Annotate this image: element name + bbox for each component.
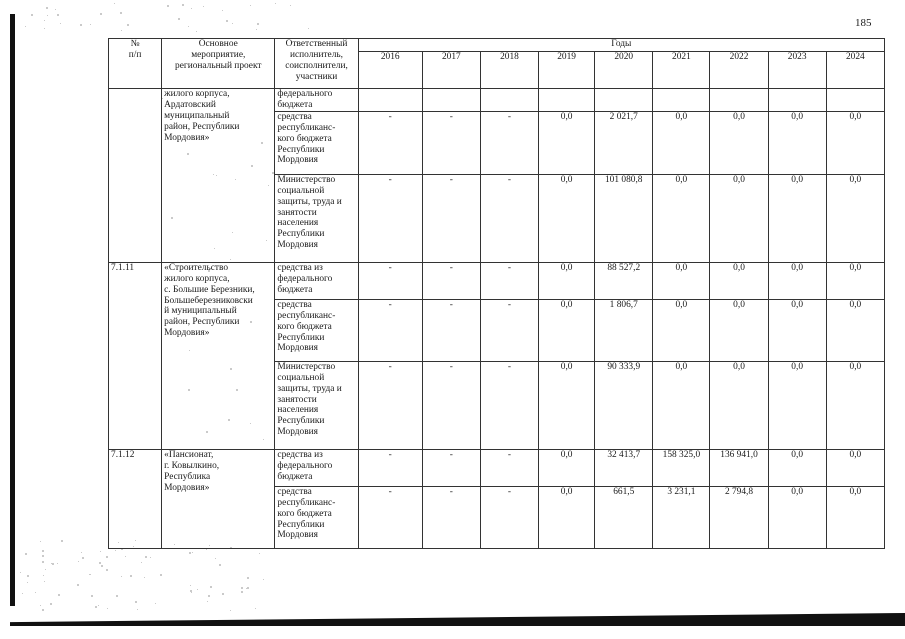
header-year: 2021 bbox=[653, 52, 710, 89]
scan-speck bbox=[80, 24, 82, 26]
scan-edge-bottom bbox=[10, 613, 905, 626]
year-value-cell: 0,0 bbox=[768, 449, 826, 486]
year-value-cell: - bbox=[422, 111, 480, 174]
year-value-cell: - bbox=[422, 449, 480, 486]
scan-speck bbox=[222, 593, 224, 595]
year-value-cell: - bbox=[422, 299, 480, 361]
year-value-cell: 0,0 bbox=[653, 361, 710, 449]
executor-cell: Министерство социальной защиты, труда и занятости населения Республики Мордовия bbox=[275, 174, 358, 262]
scan-speck bbox=[160, 574, 162, 576]
scan-speck bbox=[45, 569, 46, 570]
scan-speck bbox=[188, 26, 189, 27]
scan-speck bbox=[150, 557, 151, 558]
scan-speck bbox=[191, 592, 192, 593]
year-value-cell: 0,0 bbox=[768, 361, 826, 449]
header-year: 2020 bbox=[595, 52, 653, 89]
header-year: 2024 bbox=[826, 52, 884, 89]
scan-speck bbox=[107, 608, 108, 609]
scan-speck bbox=[215, 558, 216, 559]
scan-speck bbox=[189, 552, 191, 554]
scan-speck bbox=[77, 584, 79, 586]
scan-speck bbox=[50, 603, 52, 605]
scan-speck bbox=[121, 30, 122, 31]
scan-speck bbox=[144, 577, 145, 578]
scan-speck bbox=[57, 563, 58, 564]
year-value-cell: - bbox=[422, 174, 480, 262]
scan-speck bbox=[120, 12, 122, 14]
scan-speck bbox=[263, 579, 264, 580]
year-value-cell: 0,0 bbox=[653, 111, 710, 174]
year-value-cell bbox=[653, 89, 710, 112]
year-value-cell: 32 413,7 bbox=[595, 449, 653, 486]
budget-table bbox=[108, 38, 885, 549]
year-value-cell: 0,0 bbox=[653, 174, 710, 262]
scan-speck bbox=[44, 28, 45, 29]
scan-speck bbox=[40, 541, 41, 542]
scan-speck bbox=[190, 590, 192, 592]
year-value-cell: - bbox=[480, 486, 538, 548]
year-value-cell: 0,0 bbox=[710, 174, 768, 262]
scan-speck bbox=[42, 609, 44, 611]
scan-speck bbox=[257, 23, 259, 25]
year-value-cell bbox=[480, 89, 538, 112]
scan-speck bbox=[100, 551, 101, 552]
scan-speck bbox=[182, 4, 184, 6]
year-value-cell: 3 231,1 bbox=[653, 486, 710, 548]
year-value-cell bbox=[422, 89, 480, 112]
year-value-cell: 0,0 bbox=[539, 174, 595, 262]
year-value-cell: 0,0 bbox=[539, 361, 595, 449]
scan-speck bbox=[247, 577, 249, 579]
scan-speck bbox=[27, 582, 28, 583]
scan-speck bbox=[31, 14, 33, 16]
year-value-cell: - bbox=[480, 361, 538, 449]
page-number: 185 bbox=[855, 17, 872, 29]
year-value-cell: - bbox=[358, 486, 422, 548]
year-value-cell: - bbox=[480, 449, 538, 486]
scan-speck bbox=[106, 556, 108, 558]
year-value-cell: - bbox=[358, 449, 422, 486]
scan-speck bbox=[192, 552, 193, 553]
scan-speck bbox=[81, 552, 82, 553]
year-value-cell: - bbox=[480, 111, 538, 174]
scan-speck bbox=[46, 7, 48, 9]
header-year: 2019 bbox=[539, 52, 595, 89]
year-value-cell: 661,5 bbox=[595, 486, 653, 548]
scan-speck bbox=[60, 23, 61, 24]
header-year: 2022 bbox=[710, 52, 768, 89]
year-value-cell: 0,0 bbox=[826, 111, 884, 174]
year-value-cell: 1 806,7 bbox=[595, 299, 653, 361]
scan-speck bbox=[137, 609, 138, 610]
scan-speck bbox=[207, 601, 208, 602]
year-value-cell: - bbox=[480, 174, 538, 262]
year-value-cell: 136 941,0 bbox=[710, 449, 768, 486]
header-year: 2023 bbox=[768, 52, 826, 89]
event-name: «Пансионат, г. Ковылкино, Республика Мордовия» bbox=[162, 449, 275, 548]
scan-speck bbox=[52, 563, 54, 565]
scan-speck bbox=[259, 553, 260, 554]
executor-cell: средства республиканс- кого бюджета Республики Мордовия bbox=[275, 299, 358, 361]
scan-speck bbox=[100, 13, 102, 15]
year-value-cell: 88 527,2 bbox=[595, 262, 653, 299]
scan-speck bbox=[125, 556, 126, 557]
year-value-cell: 0,0 bbox=[710, 299, 768, 361]
scan-speck bbox=[203, 6, 204, 7]
year-value-cell: 0,0 bbox=[826, 299, 884, 361]
year-value-cell: - bbox=[480, 299, 538, 361]
table-row bbox=[109, 89, 885, 112]
scan-speck bbox=[230, 610, 231, 611]
scan-speck bbox=[178, 18, 180, 20]
scan-speck bbox=[197, 589, 198, 590]
year-value-cell: 0,0 bbox=[710, 361, 768, 449]
scan-speck bbox=[155, 603, 156, 604]
scan-speck bbox=[219, 564, 221, 566]
item-number: 7.1.12 bbox=[109, 449, 162, 548]
scan-speck bbox=[191, 8, 192, 9]
year-value-cell: - bbox=[358, 174, 422, 262]
executor-cell: Министерство социальной защиты, труда и занятости населения Республики Мордовия bbox=[275, 361, 358, 449]
item-number bbox=[109, 89, 162, 263]
scan-speck bbox=[78, 561, 79, 562]
header-col-event: Основное мероприятие, региональный проект bbox=[162, 39, 275, 89]
scan-speck bbox=[222, 10, 223, 11]
scan-speck bbox=[121, 576, 122, 577]
year-value-cell: - bbox=[422, 361, 480, 449]
scan-speck bbox=[190, 585, 191, 586]
year-value-cell: 0,0 bbox=[710, 111, 768, 174]
year-value-cell: - bbox=[422, 486, 480, 548]
year-value-cell bbox=[826, 89, 884, 112]
scan-speck bbox=[127, 24, 129, 26]
year-value-cell: 0,0 bbox=[826, 174, 884, 262]
scan-speck bbox=[25, 553, 27, 555]
scan-speck bbox=[58, 594, 60, 596]
scan-speck bbox=[167, 5, 169, 7]
scan-speck bbox=[226, 20, 228, 22]
scan-speck bbox=[22, 593, 23, 594]
scan-speck bbox=[43, 575, 44, 576]
year-value-cell: - bbox=[422, 262, 480, 299]
scan-speck bbox=[89, 574, 90, 575]
scan-speck bbox=[99, 562, 101, 564]
scan-speck bbox=[27, 575, 29, 577]
year-value-cell: 0,0 bbox=[539, 111, 595, 174]
scan-speck bbox=[145, 556, 147, 558]
year-value-cell bbox=[768, 89, 826, 112]
scan-speck bbox=[90, 574, 91, 575]
scan-speck bbox=[61, 540, 63, 542]
scan-speck bbox=[135, 601, 137, 603]
scan-speck bbox=[44, 581, 45, 582]
year-value-cell: 0,0 bbox=[653, 299, 710, 361]
scan-speck bbox=[91, 595, 93, 597]
year-value-cell: - bbox=[358, 111, 422, 174]
executor-cell: средства из федерального бюджета bbox=[275, 449, 358, 486]
year-value-cell bbox=[539, 89, 595, 112]
year-value-cell: 90 333,9 bbox=[595, 361, 653, 449]
year-value-cell: - bbox=[480, 262, 538, 299]
year-value-cell: 0,0 bbox=[768, 262, 826, 299]
scan-speck bbox=[42, 561, 44, 563]
table-row bbox=[109, 262, 885, 299]
year-value-cell: 0,0 bbox=[539, 262, 595, 299]
table-row bbox=[109, 449, 885, 486]
year-value-cell: 0,0 bbox=[826, 361, 884, 449]
executor-cell: средства из федерального бюджета bbox=[275, 262, 358, 299]
scan-speck bbox=[44, 20, 45, 21]
year-value-cell: - bbox=[358, 262, 422, 299]
year-value-cell: 2 021,7 bbox=[595, 111, 653, 174]
year-value-cell: 0,0 bbox=[826, 449, 884, 486]
header-year: 2018 bbox=[480, 52, 538, 89]
scan-speck bbox=[210, 586, 212, 588]
scan-speck bbox=[116, 595, 118, 597]
executor-cell: федерального бюджета bbox=[275, 89, 358, 112]
scan-speck bbox=[275, 3, 276, 4]
scan-speck bbox=[98, 605, 99, 606]
scan-speck bbox=[208, 595, 210, 597]
scan-speck bbox=[25, 26, 26, 27]
executor-cell: средства республиканс- кого бюджета Республики Мордовия bbox=[275, 111, 358, 174]
year-value-cell bbox=[595, 89, 653, 112]
year-value-cell: 0,0 bbox=[826, 486, 884, 548]
year-value-cell bbox=[358, 89, 422, 112]
scan-speck bbox=[196, 31, 197, 32]
year-value-cell bbox=[710, 89, 768, 112]
year-value-cell: 0,0 bbox=[539, 299, 595, 361]
scan-speck bbox=[232, 23, 233, 24]
scan-speck bbox=[114, 3, 115, 4]
scan-speck bbox=[55, 9, 56, 10]
scan-speck bbox=[42, 550, 44, 552]
scan-speck bbox=[35, 592, 36, 593]
year-value-cell: - bbox=[358, 299, 422, 361]
scan-speck bbox=[206, 549, 207, 550]
year-value-cell: 0,0 bbox=[768, 299, 826, 361]
year-value-cell: 0,0 bbox=[539, 449, 595, 486]
header-years-group: Годы bbox=[358, 39, 884, 52]
item-number: 7.1.11 bbox=[109, 262, 162, 449]
scan-speck bbox=[106, 569, 108, 571]
event-name: «Строительство жилого корпуса, с. Большие Березники, Большеберезниковски й муниципальный район, Республики Мордовия» bbox=[162, 262, 275, 449]
year-value-cell: 0,0 bbox=[768, 111, 826, 174]
scan-speck bbox=[82, 557, 84, 559]
scan-speck bbox=[256, 29, 257, 30]
year-value-cell: 0,0 bbox=[768, 174, 826, 262]
year-value-cell: 0,0 bbox=[710, 262, 768, 299]
year-value-cell: 158 325,0 bbox=[653, 449, 710, 486]
year-value-cell: 2 794,8 bbox=[710, 486, 768, 548]
scan-speck bbox=[47, 15, 48, 16]
year-value-cell: 0,0 bbox=[826, 262, 884, 299]
scan-speck bbox=[290, 5, 291, 6]
year-value-cell: 101 080,8 bbox=[595, 174, 653, 262]
header-year: 2016 bbox=[358, 52, 422, 89]
executor-cell: средства республиканс- кого бюджета Республики Мордовия bbox=[275, 486, 358, 548]
event-name: жилого корпуса, Ардатовский муниципальный район, Республики Мордовия» bbox=[162, 89, 275, 263]
scan-speck bbox=[51, 563, 52, 564]
scan-speck bbox=[20, 572, 21, 573]
scan-speck bbox=[241, 591, 243, 593]
scan-speck bbox=[90, 24, 91, 25]
scan-speck bbox=[40, 605, 41, 606]
scan-speck bbox=[115, 550, 116, 551]
header-year: 2017 bbox=[422, 52, 480, 89]
year-value-cell: 0,0 bbox=[539, 486, 595, 548]
scan-speck bbox=[250, 5, 251, 6]
header-col-executor: Ответственный исполнитель, соисполнители, участники bbox=[275, 39, 358, 89]
year-value-cell: - bbox=[358, 361, 422, 449]
scan-speck bbox=[141, 562, 142, 563]
scan-speck bbox=[95, 606, 97, 608]
scan-speck bbox=[255, 608, 256, 609]
year-value-cell: 0,0 bbox=[768, 486, 826, 548]
year-value-cell: 0,0 bbox=[653, 262, 710, 299]
header-col-number: № п/п bbox=[109, 39, 162, 89]
scan-speck bbox=[101, 565, 103, 567]
scan-speck bbox=[42, 555, 44, 557]
scan-speck bbox=[57, 14, 59, 16]
scan-speck bbox=[130, 575, 132, 577]
scan-speck bbox=[308, 28, 309, 29]
scan-edge-left bbox=[10, 14, 15, 606]
scan-speck bbox=[241, 587, 243, 589]
